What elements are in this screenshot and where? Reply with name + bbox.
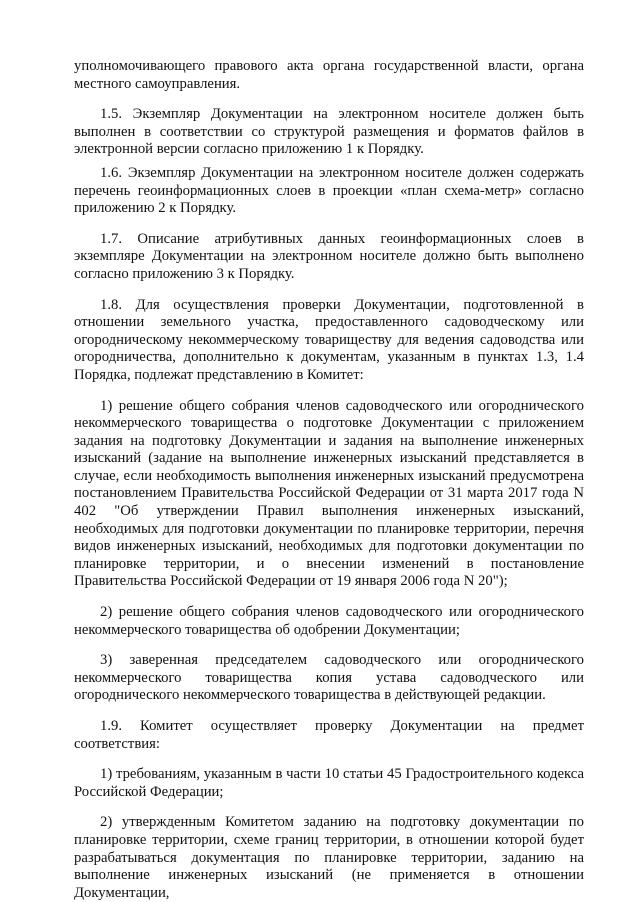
list-item-1-9-2: 2) утвержденным Комитетом заданию на подготовку документации по планировке территории, схеме границ территории, в отношении которой будет разрабатываться документация по планировке территории, заданию на выполнение инженерных изысканий (не применяется в отношении Документации, <box>74 814 584 901</box>
paragraph-continuation: уполномочивающего правового акта органа государственной власти, органа местного самоуправления. <box>74 58 584 92</box>
list-item-1-8-3: 3) заверенная председателем садоводческого или огороднического некоммерческого товарищества копия устава садоводческого или огороднического некоммерческого товарищества в действующей редакции. <box>74 652 584 704</box>
paragraph-1-9: 1.9. Комитет осуществляет проверку Документации на предмет соответствия: <box>74 718 584 752</box>
paragraph-1-6: 1.6. Экземпляр Документации на электронном носителе должен содержать перечень геоинформационных слоев в проекции «план схема-метр» согласно приложению 2 к Порядку. <box>74 164 584 217</box>
paragraph-1-8: 1.8. Для осуществления проверки Документации, подготовленной в отношении земельного участка, предоставленного садоводческому или огородническому некоммерческому товариществу для ведения садоводства или огородничества, дополнительно к документам, указанным в пунктах 1.3, 1.4 Порядка, подлежат представлению в Комитет: <box>74 296 584 383</box>
paragraph-1-7: 1.7. Описание атрибутивных данных геоинформационных слоев в экземпляре Документации на электронном носителе должно быть выполнено согласно приложению 3 к Порядку. <box>74 230 584 282</box>
list-item-1-8-1: 1) решение общего собрания членов садоводческого или огороднического некоммерческого товарищества о подготовке Документации с приложением задания на подготовку Документации и задания на выполнение инженерных изысканий (задание на выполнение инженерных изысканий представляется в случае, если необходимость выполнения инженерных изысканий предусмотрена постановлением Правительства Российской Федерации от 31 марта 2017 года N 402 "Об утверждении Правил выполнения инженерных изысканий, необходимых для подготовки документации по планировке территории, перечня видов инженерных изысканий, необходимых для подготовки документации по планировке территории, и о внесении изменений в постановление Правительства Российской Федерации от 19 января 2006 года N 20"); <box>74 397 584 590</box>
list-item-1-9-1: 1) требованиям, указанным в части 10 статьи 45 Градостроительного кодекса Российской Федерации; <box>74 766 584 800</box>
list-item-1-8-2: 2) решение общего собрания членов садоводческого или огороднического некоммерческого товарищества об одобрении Документации; <box>74 604 584 638</box>
paragraph-1-5: 1.5. Экземпляр Документации на электронном носителе должен быть выполнен в соответствии со структурой размещения и форматов файлов в электронной версии согласно приложению 1 к Порядку. <box>74 106 584 158</box>
